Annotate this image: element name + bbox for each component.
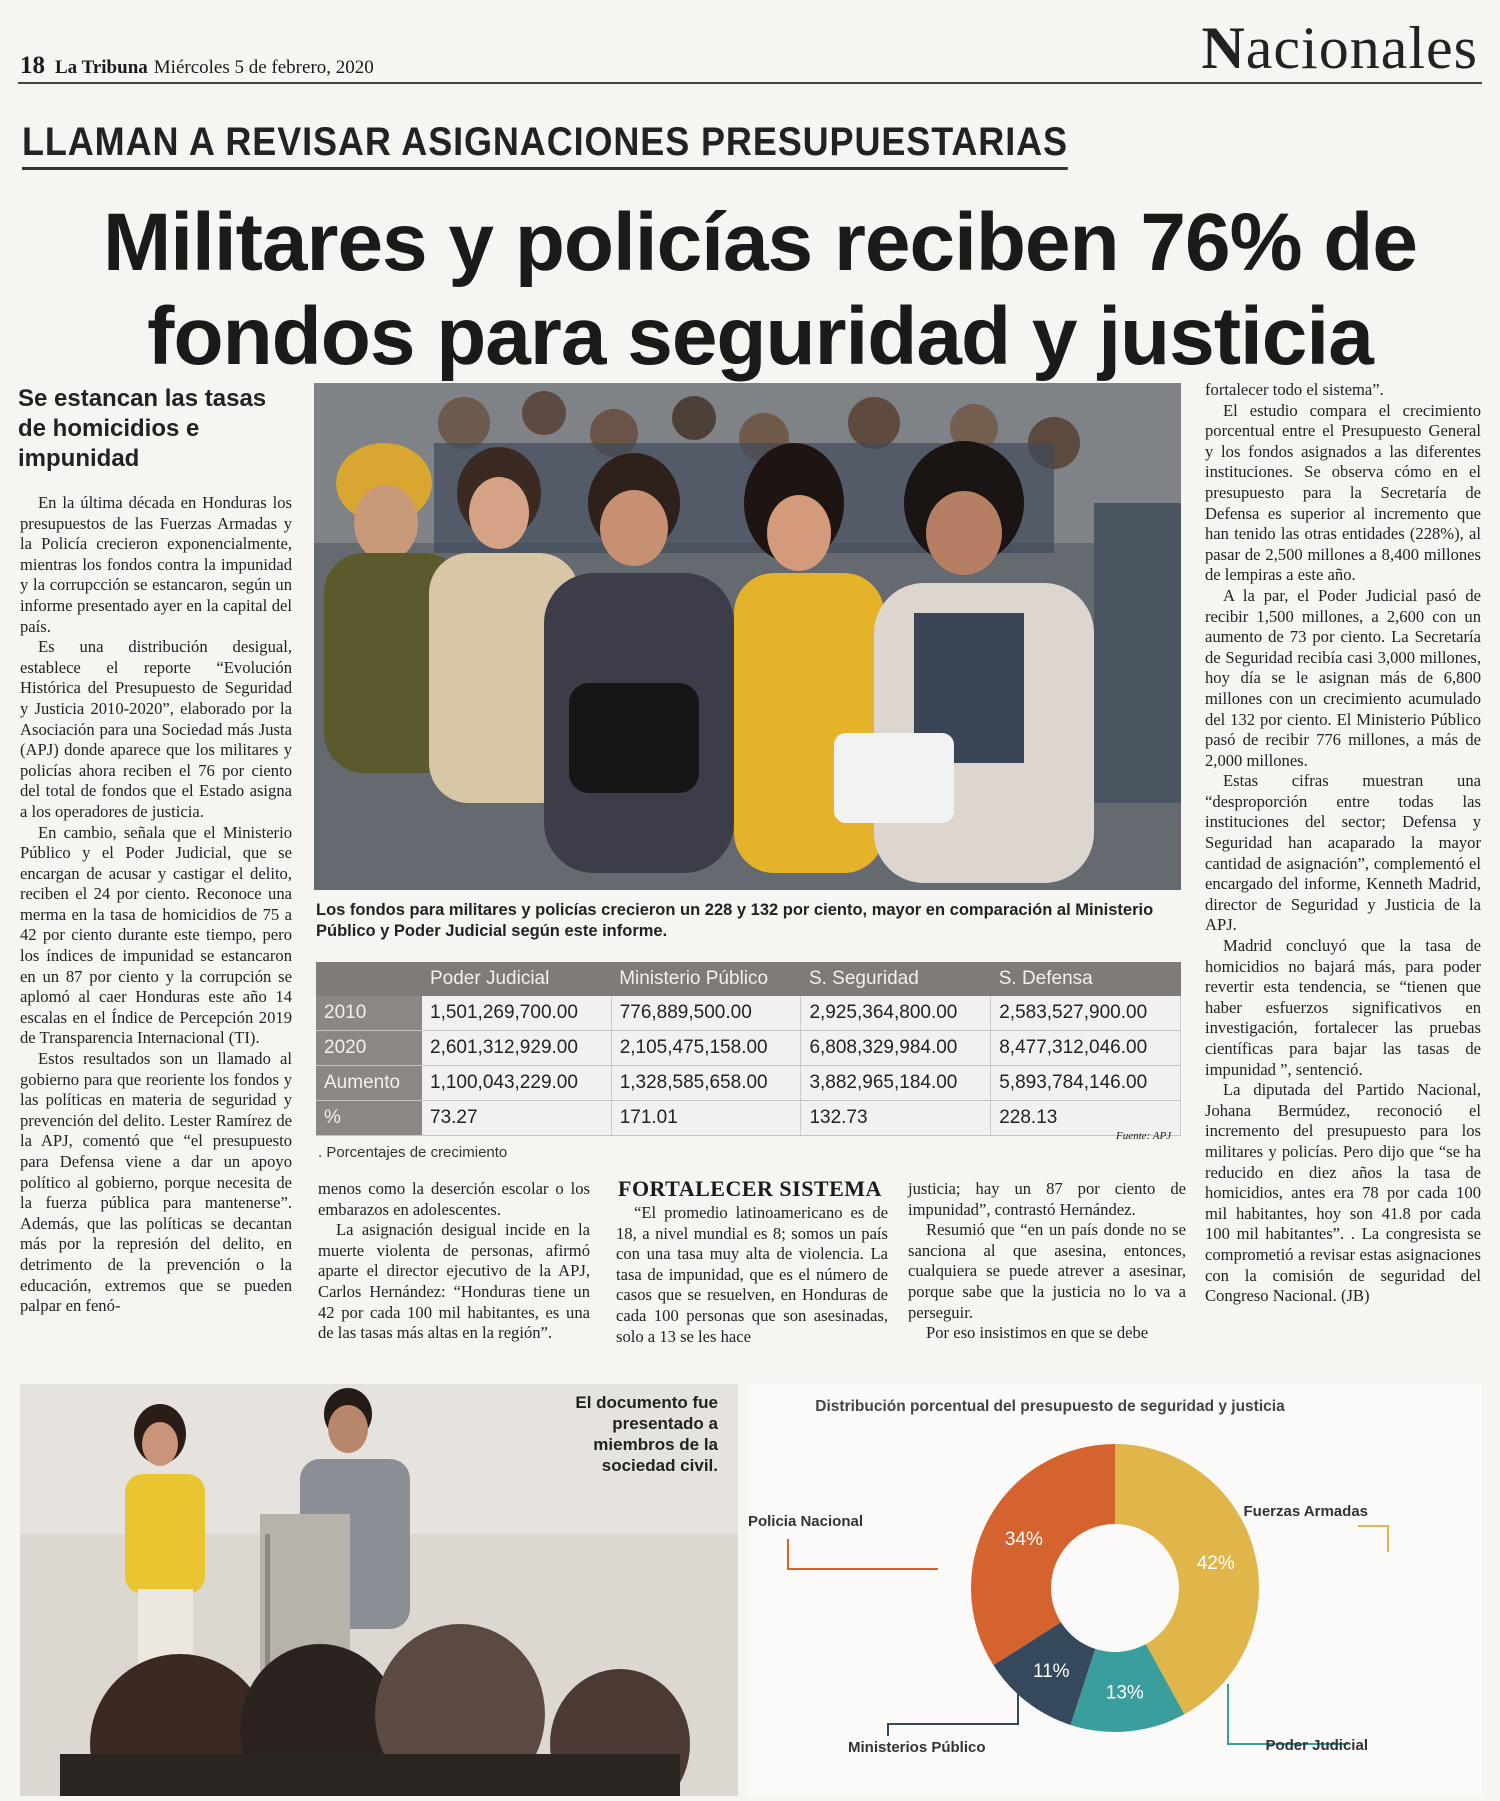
table-cell: 776,889,500.00	[611, 996, 801, 1031]
table-cell: 8,477,312,046.00	[991, 1031, 1181, 1066]
slice-category-label: Ministerios Público	[848, 1739, 986, 1756]
paragraph: En la última década en Honduras los presupuestos de las Fuerzas Armadas y la Policía crecieron exponencialmente, mientras los fondos contra la impunidad y la corrupcción se estancaron, según un informe presentado ayer en la capital del país.	[20, 493, 292, 636]
leader-line	[1358, 1526, 1388, 1552]
paragraph: justicia; hay un 87 por ciento de impunidad”, contrastó Hernández.	[908, 1179, 1186, 1219]
row-label: %	[316, 1101, 422, 1136]
table-cell: 2,601,312,929.00	[422, 1031, 611, 1066]
paragraph: La asignación desigual incide en la muerte violenta de personas, afirmó aparte el director ejecutivo de la APJ, Carlos Hernández: “Honduras tiene un 42 por cada 100 mil habitantes, es una de las tasas más altas en la región”.	[318, 1220, 590, 1343]
chart-title: Distribución porcentual del presupuesto de seguridad y justicia	[815, 1398, 1285, 1415]
table-note: . Porcentajes de crecimiento	[318, 1144, 508, 1161]
column-header: S. Defensa	[991, 962, 1181, 996]
headline: Militares y policías reciben 76% de fondos para seguridad y justicia	[102, 197, 1418, 382]
table-row	[316, 1101, 1181, 1136]
article-column-2	[318, 1179, 590, 1344]
audience-photo	[314, 383, 1181, 890]
table-cell: 6,808,329,984.00	[801, 1031, 991, 1066]
table-cell: 1,100,043,229.00	[422, 1066, 611, 1101]
leader-line	[888, 1694, 1018, 1736]
presentation-caption: El documento fue presentado a miembros de la sociedad civil.	[575, 1393, 718, 1475]
article-column-1	[20, 493, 292, 1317]
slice-percent-label: 11%	[1032, 1661, 1070, 1683]
section-rest: acionales	[1245, 15, 1478, 81]
section-initial: N	[1201, 15, 1246, 81]
table-cell: 2,583,527,900.00	[991, 996, 1181, 1031]
slice-category-label: Policia Nacional	[748, 1513, 863, 1530]
section-title	[1201, 14, 1478, 83]
page-header	[20, 52, 374, 80]
article-column-4	[908, 1179, 1186, 1344]
page-number: 18	[20, 52, 45, 79]
article-column-3	[616, 1203, 888, 1347]
table-cell: 1,328,585,658.00	[611, 1066, 801, 1101]
paragraph: Estas cifras muestran una “desproporción entre todas las instituciones del sector; Defensa y Seguridad han acaparado la mayor cantidad de asignación”, complementó el encargado del informe, Kenneth Madrid, director de Seguridad y Justicia de la APJ.	[1205, 771, 1481, 935]
table-cell: 1,501,269,700.00	[422, 996, 611, 1031]
article-column-5	[1205, 380, 1481, 1307]
paragraph: A la par, el Poder Judicial pasó de recibir 1,500 millones, a 2,600 con un aumento de 73 por ciento. La Secretaría de Seguridad recibía casi 3,000 millones, hoy día se le asignan más de 6,800 millones con un crecimiento acumulado del 132 por ciento. El Ministerio Público pasó de recibir 776 millones, a más de 2,000 millones.	[1205, 585, 1481, 770]
paragraph: El estudio compara el crecimiento porcentual entre el Presupuesto General y los fondos asignados a las diferentes instituciones. Se observa cómo en el presupuesto para la Secretaría de Defensa es superior al incremento que han tenido las otras entidades (228%), al pasar de 2,500 millones a 8,400 millones de lempiras a este año.	[1205, 400, 1481, 585]
section-heading: FORTALECER SISTEMA	[618, 1176, 882, 1201]
table-row	[316, 1066, 1181, 1101]
column-header: Ministerio Público	[611, 962, 801, 996]
table-cell: 2,925,364,800.00	[801, 996, 991, 1031]
slice-percent-label: 42%	[1196, 1553, 1235, 1575]
paragraph: Resumió que “en un país donde no se sanciona al que asesina, entonces, cualquiera se puede atrever a asesinar, porque sabe que la justicia no lo va a perseguir.	[908, 1220, 1186, 1322]
paragraph: La diputada del Partido Nacional, Johana Bermúdez, reconoció el incremento del presupuesto para los militares y policías. Pero dijo que “se ha reducido en diez años la tasa de homicidios, antes era 78 por cada 100 mil habitantes, hoy son 41.8 por cada 100 mil habitantes”. . La congresista se comprometió a revisar estas asignaciones con la comisión de seguridad del Congreso Nacional. (JB)	[1205, 1080, 1481, 1306]
table-header-row	[316, 962, 1181, 996]
table-cell: 3,882,965,184.00	[801, 1066, 991, 1101]
paragraph: Es una distribución desigual, establece el reporte “Evolución Histórica del Presupuesto de Seguridad y Justicia 2010-2020”, elaborado por la Asociación para una Sociedad más Justa (APJ) donde aparece que los militares y policías ahora reciben el 76 por ciento del total de fondos que el Estado asigna a los operadores de justicia.	[20, 637, 292, 821]
paragraph: fortalecer todo el sistema”.	[1205, 380, 1384, 399]
row-label: 2010	[316, 996, 422, 1031]
source-note: Fuente: APJ	[1116, 1130, 1172, 1142]
budget-chart-panel	[748, 1384, 1482, 1796]
table-row	[316, 1031, 1181, 1066]
audience-illustration	[314, 383, 1181, 890]
paragraph: Madrid concluyó que la tasa de homicidios no bajará más, para poder revertir esta tendencia, se “tienen que haber esfuerzos significativos en investigación, fortalecer las pruebas científicas para bajar las tasas de impunidad ”, sentenció.	[1205, 936, 1481, 1079]
table-cell: 132.73	[801, 1101, 991, 1136]
column-header: S. Seguridad	[801, 962, 991, 996]
table-corner	[316, 962, 422, 996]
table-row	[316, 996, 1181, 1031]
subheadline: Se estancan las tasas de homicidios e impunidad	[18, 385, 267, 472]
slice-percent-label: 13%	[1105, 1682, 1144, 1704]
slice-percent-label: 34%	[1004, 1528, 1043, 1550]
table-cell: 5,893,784,146.00	[991, 1066, 1181, 1101]
budget-table	[316, 962, 1181, 1136]
newspaper-name: La Tribuna	[55, 57, 148, 78]
kicker: LLAMAN A REVISAR ASIGNACIONES PRESUPUESTARIAS	[22, 120, 1068, 170]
paragraph: menos como la deserción escolar o los embarazos en adolescentes.	[318, 1179, 590, 1219]
row-label: Aumento	[316, 1066, 422, 1101]
row-label: 2020	[316, 1031, 422, 1066]
slice-category-label: Poder Judicial	[1265, 1737, 1368, 1754]
table-cell: 2,105,475,158.00	[611, 1031, 801, 1066]
donut-slice-policia-nacional	[971, 1444, 1115, 1665]
table-cell: 228.13	[991, 1101, 1181, 1136]
leader-line	[1228, 1684, 1348, 1744]
photo-caption: Los fondos para militares y policías crecieron un 228 y 132 por ciento, mayor en comparación al Ministerio Público y Poder Judicial según este informe.	[316, 901, 1154, 940]
issue-date: Miércoles 5 de febrero, 2020	[153, 57, 374, 78]
column-header: Poder Judicial	[422, 962, 611, 996]
paragraph: “El promedio latinoamericano es de 18, a nivel mundial es 8; somos un país con una tasa muy alta de violencia. La tasa de impunidad, que es el número de casos que se resuelven, en Honduras de cada 100 personas que son asesinadas, solo a 13 se les hace	[616, 1203, 888, 1346]
leader-line	[788, 1539, 938, 1569]
table-cell: 171.01	[611, 1101, 801, 1136]
table-cell: 73.27	[422, 1101, 611, 1136]
paragraph: Por eso insistimos en que se debe	[926, 1323, 1149, 1343]
paragraph: En cambio, señala que el Ministerio Público y el Poder Judicial, que se encargan de acusar y castigar el delito, reciben el 24 por ciento. Reconoce una merma en la tasa de homicidios de 75 a 42 por ciento durante este tiempo, pero los índices de impunidad se estancaron en un 87 por ciento y la corrupción se aplomó al caer Honduras este año 14 escalas en el Índice de Percepción 2019 de Transparencia Internacional (TI).	[20, 822, 292, 1048]
paragraph: Estos resultados son un llamado al gobierno para que reoriente los fondos y las políticas en materia de seguridad y prevención del delito. Lester Ramírez de la APJ, comentó que “el presupuesto para Defensa viene a dar un apoyo político al gobierno, porque necesita de la fuerza pública para mantenerse”. Además, que las políticas se decantan más por la represión del delito, en detrimento de la prevención o la educación, extremos que se pueden palpar en fenó-	[20, 1049, 292, 1316]
slice-category-label: Fuerzas Armadas	[1243, 1503, 1368, 1520]
header-rule	[18, 82, 1482, 84]
donut-chart	[748, 1384, 1482, 1796]
